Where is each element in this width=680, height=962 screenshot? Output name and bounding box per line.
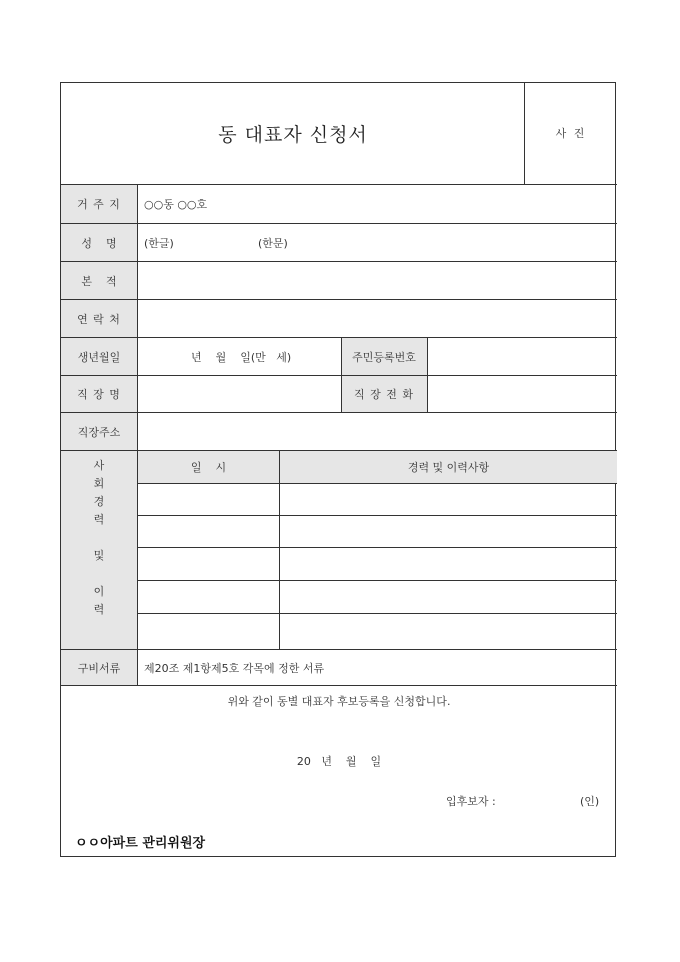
residence-value: ○○동 ○○호 (144, 198, 208, 211)
addressee: ㅇㅇ아파트 관리위원장 (75, 836, 206, 851)
photo-box: 사 진 (555, 127, 587, 140)
date-line: 20 년 월 일 (296, 755, 382, 768)
id-number-label: 주민등록번호 (352, 350, 416, 364)
career-side-label: 사 회 경 력 및 이 력 (93, 459, 105, 616)
applicant-label: 입후보자 : (446, 795, 496, 808)
divider (61, 375, 617, 376)
work-address-label: 직장주소 (77, 425, 121, 439)
divider (137, 184, 138, 686)
divider (138, 613, 617, 614)
name-hanja: (한문) (258, 236, 288, 250)
divider (138, 547, 617, 548)
contact-label: 연 락 처 (77, 312, 121, 326)
form-title: 동 대표자 신청서 (218, 123, 368, 146)
name-label: 성 명 (81, 236, 117, 250)
divider (61, 685, 617, 686)
workplace-label: 직 장 명 (77, 388, 121, 401)
career-history-header: 경력 및 이력사항 (407, 461, 490, 474)
career-date-header: 일 시 (190, 461, 227, 474)
origin-label: 본 적 (81, 274, 117, 288)
documents-value: 제20조 제1항제5호 각목에 정한 서류 (144, 661, 325, 675)
divider (61, 261, 617, 262)
name-korean: (한글) (144, 236, 174, 250)
divider (427, 337, 428, 413)
birth-label: 생년월일 (77, 350, 121, 364)
divider (61, 412, 617, 413)
divider (138, 483, 617, 484)
birth-value: 년 월 일(만 세) (191, 350, 292, 364)
seal-mark: (인) (580, 795, 600, 808)
divider (138, 580, 617, 581)
documents-label: 구비서류 (77, 661, 121, 675)
work-phone-label: 직 장 전 화 (354, 388, 414, 401)
divider (138, 515, 617, 516)
divider (61, 299, 617, 300)
residence-label: 거 주 지 (77, 198, 121, 211)
application-statement: 위와 같이 동별 대표자 후보등록을 신청합니다. (227, 695, 451, 708)
application-form (60, 82, 616, 857)
